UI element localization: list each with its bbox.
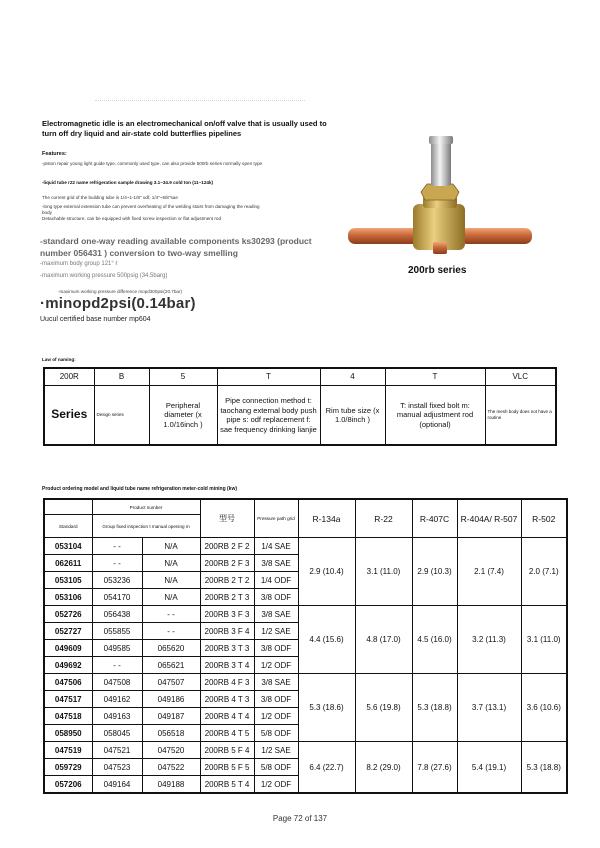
table-cell: 200RB 4 T 5 bbox=[200, 725, 254, 742]
capacity-cell: 8.2 (29.0) bbox=[355, 742, 412, 794]
group-fixed-header: Group fixed inspection t manual opening m bbox=[92, 515, 200, 538]
table-cell: 058045 bbox=[92, 725, 142, 742]
feature-item: -maximum body group 121° ℓ bbox=[40, 261, 118, 267]
naming-title: Law of naming: bbox=[42, 357, 76, 362]
table-cell: 049164 bbox=[92, 776, 142, 794]
table-cell: 049162 bbox=[92, 691, 142, 708]
table-cell: 065621 bbox=[142, 657, 200, 674]
table-cell: 055855 bbox=[92, 623, 142, 640]
table-cell: 053236 bbox=[92, 572, 142, 589]
table-row bbox=[44, 606, 567, 623]
table-cell: 200RB 4 T 3 bbox=[200, 691, 254, 708]
capacity-cell: 3.1 (11.0) bbox=[521, 606, 567, 674]
naming-code: 200R bbox=[44, 368, 94, 386]
naming-table bbox=[43, 367, 557, 446]
table-cell: 062611 bbox=[44, 555, 92, 572]
table-cell: 1/2 ODF bbox=[254, 708, 298, 725]
capacity-cell: 5.6 (19.8) bbox=[355, 674, 412, 742]
table-cell: 3/8 ODF bbox=[254, 589, 298, 606]
refrigerant-header: R-134a bbox=[298, 499, 355, 538]
naming-desc: Rim tube size (x 1.0/8inch ) bbox=[320, 386, 385, 446]
table-row bbox=[44, 538, 567, 555]
table-cell: 047523 bbox=[92, 759, 142, 776]
capacity-cell: 4.4 (15.6) bbox=[298, 606, 355, 674]
table-cell: 3/8 ODF bbox=[254, 691, 298, 708]
table-cell: 057206 bbox=[44, 776, 92, 794]
capacity-cell: 2.1 (7.4) bbox=[457, 538, 521, 606]
table-cell: 1/4 ODF bbox=[254, 572, 298, 589]
table-cell: 200RB 4 T 4 bbox=[200, 708, 254, 725]
table-cell: N/A bbox=[142, 538, 200, 555]
feature-item: -standard one-way reading available components ks30293 (product number 056431 ) conversion to two-way smelling bbox=[40, 236, 312, 258]
table-cell: 047520 bbox=[142, 742, 200, 759]
table-cell: 056518 bbox=[142, 725, 200, 742]
table-cell: 200RB 5 F 5 bbox=[200, 759, 254, 776]
table-cell: 058950 bbox=[44, 725, 92, 742]
image-caption: 200rb series bbox=[408, 265, 467, 276]
capacity-cell: 5.3 (18.8) bbox=[412, 674, 457, 742]
naming-code: VLC bbox=[485, 368, 556, 386]
capacity-cell: 2.9 (10.4) bbox=[298, 538, 355, 606]
naming-desc: Series bbox=[44, 386, 94, 446]
table-cell: 047522 bbox=[142, 759, 200, 776]
product-header-row bbox=[44, 499, 567, 515]
table-cell: N/A bbox=[142, 589, 200, 606]
table-cell: 200RB 2 T 2 bbox=[200, 572, 254, 589]
table-cell: 047521 bbox=[92, 742, 142, 759]
table-cell: 049609 bbox=[44, 640, 92, 657]
table-cell: 200RB 2 F 2 bbox=[200, 538, 254, 555]
table-cell: 049692 bbox=[44, 657, 92, 674]
naming-desc: T: install fixed bolt m: manual adjustment rod (optional) bbox=[385, 386, 485, 446]
table-cell: 053106 bbox=[44, 589, 92, 606]
table-cell: N/A bbox=[142, 572, 200, 589]
naming-code: 4 bbox=[320, 368, 385, 386]
certification-text: Uucul certified base number mp604 bbox=[40, 316, 151, 323]
table-cell: - - bbox=[92, 555, 142, 572]
product-number-header: Product number bbox=[92, 499, 200, 515]
table-row bbox=[44, 742, 567, 759]
table-cell: 200RB 5 F 4 bbox=[200, 742, 254, 759]
table-cell: 052727 bbox=[44, 623, 92, 640]
feature-item: -liquid tube r22 name refrigeration sample drawing 3.1~34.9 cold ton (11~124k) bbox=[42, 180, 214, 185]
naming-code-row bbox=[44, 368, 556, 386]
table-cell: 059729 bbox=[44, 759, 92, 776]
refrigerant-header: R-22 bbox=[355, 499, 412, 538]
table-cell: 3/8 ODF bbox=[254, 640, 298, 657]
table-cell: 049163 bbox=[92, 708, 142, 725]
capacity-cell: 7.8 (27.6) bbox=[412, 742, 457, 794]
model-header: 型号 bbox=[200, 499, 254, 538]
table-cell: 065620 bbox=[142, 640, 200, 657]
table-cell: - - bbox=[92, 657, 142, 674]
capacity-cell: 5.3 (18.8) bbox=[521, 742, 567, 794]
capacity-cell: 3.2 (11.3) bbox=[457, 606, 521, 674]
naming-code: 5 bbox=[149, 368, 217, 386]
capacity-cell: 6.4 (22.7) bbox=[298, 742, 355, 794]
product-table-title: Product ordering model and liquid tube name refrigeration meter-cold mining (kw) bbox=[42, 486, 238, 492]
faded-header-line bbox=[95, 100, 305, 105]
table-cell: 047508 bbox=[92, 674, 142, 691]
table-cell: 049585 bbox=[92, 640, 142, 657]
naming-desc: Peripheral diameter (x 1.0/16inch ) bbox=[149, 386, 217, 446]
table-cell: 049187 bbox=[142, 708, 200, 725]
feature-item: Detachable structure, can be equipped with fixed screw inspection or flat adjustment rod bbox=[42, 216, 221, 221]
naming-desc: Design series bbox=[94, 386, 149, 446]
table-cell: 200RB 4 F 3 bbox=[200, 674, 254, 691]
capacity-cell: 5.4 (19.1) bbox=[457, 742, 521, 794]
capacity-cell: 5.3 (18.6) bbox=[298, 674, 355, 742]
table-cell: 1/2 SAE bbox=[254, 742, 298, 759]
table-cell: 047518 bbox=[44, 708, 92, 725]
table-cell: 200RB 5 T 4 bbox=[200, 776, 254, 794]
table-cell: 200RB 2 F 3 bbox=[200, 555, 254, 572]
table-cell: 056438 bbox=[92, 606, 142, 623]
capacity-cell: 4.8 (17.0) bbox=[355, 606, 412, 674]
page-number: Page 72 of 137 bbox=[272, 814, 328, 823]
table-cell: 200RB 3 F 3 bbox=[200, 606, 254, 623]
refrigerant-header: R-404A/ R-507 bbox=[457, 499, 521, 538]
table-row bbox=[44, 674, 567, 691]
capacity-cell: 2.9 (10.3) bbox=[412, 538, 457, 606]
refrigerant-header: R-407C bbox=[412, 499, 457, 538]
table-cell: 3/8 SAE bbox=[254, 555, 298, 572]
naming-code: B bbox=[94, 368, 149, 386]
table-cell: 053105 bbox=[44, 572, 92, 589]
capacity-cell: 2.0 (7.1) bbox=[521, 538, 567, 606]
features-heading: Features: bbox=[42, 151, 67, 157]
table-cell: 052726 bbox=[44, 606, 92, 623]
table-cell: 1/2 SAE bbox=[254, 623, 298, 640]
table-cell: - - bbox=[142, 606, 200, 623]
table-cell: 049188 bbox=[142, 776, 200, 794]
table-cell: 047519 bbox=[44, 742, 92, 759]
standard-header: Standard bbox=[44, 515, 92, 538]
naming-code: T bbox=[385, 368, 485, 386]
capacity-cell: 4.5 (16.0) bbox=[412, 606, 457, 674]
table-cell: 053104 bbox=[44, 538, 92, 555]
table-cell: 200RB 3 F 4 bbox=[200, 623, 254, 640]
table-cell: - - bbox=[142, 623, 200, 640]
feature-item: -long type external extension tube can prevent overheating of the welding stairs from damaging the reading body bbox=[42, 204, 260, 215]
table-cell: 200RB 2 T 3 bbox=[200, 589, 254, 606]
table-cell: N/A bbox=[142, 555, 200, 572]
table-cell: 200RB 3 T 4 bbox=[200, 657, 254, 674]
feature-item: -maximum working pressure difference mopd300psi(20.7bar) bbox=[58, 289, 183, 294]
refrigerant-header: R-502 bbox=[521, 499, 567, 538]
table-cell: 049186 bbox=[142, 691, 200, 708]
table-cell: 3/8 SAE bbox=[254, 606, 298, 623]
capacity-cell: 3.6 (10.6) bbox=[521, 674, 567, 742]
table-cell: 047517 bbox=[44, 691, 92, 708]
table-cell: 5/8 ODF bbox=[254, 759, 298, 776]
table-cell: 5/8 ODF bbox=[254, 725, 298, 742]
table-cell: 1/4 SAE bbox=[254, 538, 298, 555]
pressure-header: Pressure path grid bbox=[254, 499, 298, 538]
naming-code: T bbox=[217, 368, 320, 386]
table-cell: 1/2 ODF bbox=[254, 657, 298, 674]
capacity-cell: 3.1 (11.0) bbox=[355, 538, 412, 606]
table-cell: 047506 bbox=[44, 674, 92, 691]
naming-desc: The mesh body does not have a routine bbox=[485, 386, 556, 446]
table-cell: 3/8 SAE bbox=[254, 674, 298, 691]
table-cell: 1/2 ODF bbox=[254, 776, 298, 794]
solenoid-valve-image bbox=[345, 130, 535, 270]
feature-item: -maximum working pressure 500psig (34.5barg) bbox=[40, 273, 168, 279]
header-blank-cell bbox=[44, 499, 92, 515]
naming-desc: Pipe connection method t: taochang external body push pipe s: odf replacement f: sae frequency drinking lianjie bbox=[217, 386, 320, 446]
table-cell: 054170 bbox=[92, 589, 142, 606]
feature-item: The current grid of the building tube is 1/4~1-1/8" odf, 1/4"~5/8"sae bbox=[42, 195, 178, 200]
table-cell: 200RB 3 T 3 bbox=[200, 640, 254, 657]
table-cell: - - bbox=[92, 538, 142, 555]
capacity-cell: 3.7 (13.1) bbox=[457, 674, 521, 742]
naming-desc-row bbox=[44, 386, 556, 446]
intro-text: Electromagnetic idle is an electromechanical on/off valve that is usually used to turn off dry liquid and air-state cold butterflies pipelines bbox=[42, 119, 327, 138]
feature-item: ·minopd2psi(0.14bar) bbox=[40, 295, 196, 312]
table-cell: 047507 bbox=[142, 674, 200, 691]
feature-item: -piston repair young light guide type, commonly used type, can also provide 500rb series normally open type bbox=[42, 161, 263, 166]
product-table bbox=[43, 498, 568, 794]
